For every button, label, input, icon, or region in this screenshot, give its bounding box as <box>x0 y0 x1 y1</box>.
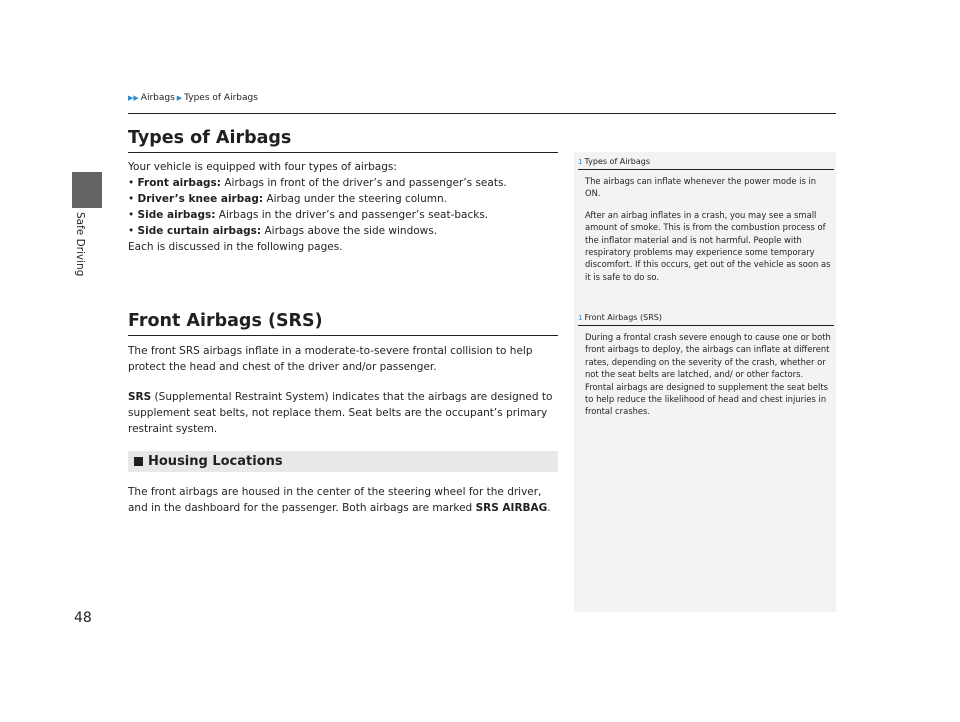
srs-airbag-term: SRS AIRBAG <box>475 502 548 514</box>
section-title: Front Airbags (SRS) <box>128 311 558 336</box>
section-title: Types of Airbags <box>128 128 558 153</box>
housing-text-end: . <box>547 502 551 514</box>
note-types-of-airbags <box>578 157 834 292</box>
note-paragraph: The airbags can inflate whenever the power mode is in ON. <box>585 176 817 199</box>
page-number: 48 <box>74 610 92 626</box>
list-item: • Side airbags: Airbags in the driver’s and passenger’s seat-backs. <box>128 209 489 221</box>
section-types-of-airbags <box>128 128 558 255</box>
housing-paragraph <box>128 484 558 516</box>
list-item: • Driver’s knee airbag: Airbag under the steering column. <box>128 193 447 205</box>
list-item-term: Side curtain airbags: <box>137 225 262 237</box>
side-tab <box>72 172 102 208</box>
note-text <box>578 331 834 418</box>
top-rule <box>128 113 836 114</box>
housing-text: The front airbags are housed in the center of the steering wheel for the driver, and in the dashboard for the passenger. Both airbags are marked <box>128 486 542 514</box>
list-item-term: Front airbags: <box>137 177 222 189</box>
housing-locations-subhead <box>128 451 558 472</box>
list-item: • Side curtain airbags: Airbags above the side windows. <box>128 225 438 237</box>
front-airbags-paragraph: The front SRS airbags inflate in a moderate-to-severe frontal collision to help protect the head and chest of the driver and/or passenger. <box>128 345 533 373</box>
breadcrumb-page-link[interactable]: Types of Airbags <box>184 93 258 103</box>
srs-text: (Supplemental Restraint System) indicates that the airbags are designed to supplement seat belts, not replace them. Seat belts are the occupant’s primary restraint system. <box>128 391 553 435</box>
note-title <box>578 313 834 326</box>
outro-text: Each is discussed in the following pages. <box>128 241 343 253</box>
note-title <box>578 157 834 170</box>
note-front-airbags <box>578 313 834 427</box>
note-paragraph: After an airbag inflates in a crash, you may see a small amount of smoke. This is from the combustion process of the inflator material and is not harmful. People with respiratory problems may experience some temporary discomfort. If this occurs, get out of the vehicle as soon as it is safe to do so. <box>585 209 831 282</box>
breadcrumb-arrow-icon: ▶▶ <box>128 94 139 102</box>
list-item: • Front airbags: Airbags in front of the driver’s and passenger’s seats. <box>128 177 507 189</box>
srs-paragraph <box>128 389 558 437</box>
airbag-types-list <box>128 175 558 239</box>
note-paragraph: During a frontal crash severe enough to cause one or both front airbags to deploy, the airbags can inflate at different rates, depending on the severity of the crash, whether or not the seat belts are latched, and/ or other factors. Frontal airbags are designed to supplement the seat belts to help reduce the likelihood of head and chest injuries in frontal crashes. <box>585 332 831 417</box>
breadcrumb <box>128 93 258 103</box>
list-item-text: Airbags in the driver’s and passenger’s seat-backs. <box>215 209 489 221</box>
srs-term: SRS <box>128 391 152 403</box>
square-bullet-icon <box>134 457 143 466</box>
breadcrumb-separator-icon: ▶ <box>176 94 183 102</box>
note-text <box>578 175 834 283</box>
breadcrumb-section-link[interactable]: Airbags <box>140 93 175 103</box>
list-item-text: Airbags in front of the driver’s and passenger’s seats. <box>221 177 507 189</box>
list-item-term: Driver’s knee airbag: <box>137 193 264 205</box>
section-front-airbags <box>128 311 558 516</box>
list-item-term: Side airbags: <box>137 209 216 221</box>
intro-text: Your vehicle is equipped with four types of airbags: <box>128 161 397 173</box>
note-title-text: Types of Airbags <box>584 157 651 166</box>
subhead-label: Housing Locations <box>148 454 283 469</box>
reference-icon: 1 <box>578 157 583 166</box>
list-item-text: Airbags above the side windows. <box>261 225 438 237</box>
note-title-text: Front Airbags (SRS) <box>584 313 662 322</box>
list-item-text: Airbag under the steering column. <box>263 193 447 205</box>
side-section-label: Safe Driving <box>74 212 86 277</box>
reference-icon: 1 <box>578 313 583 322</box>
